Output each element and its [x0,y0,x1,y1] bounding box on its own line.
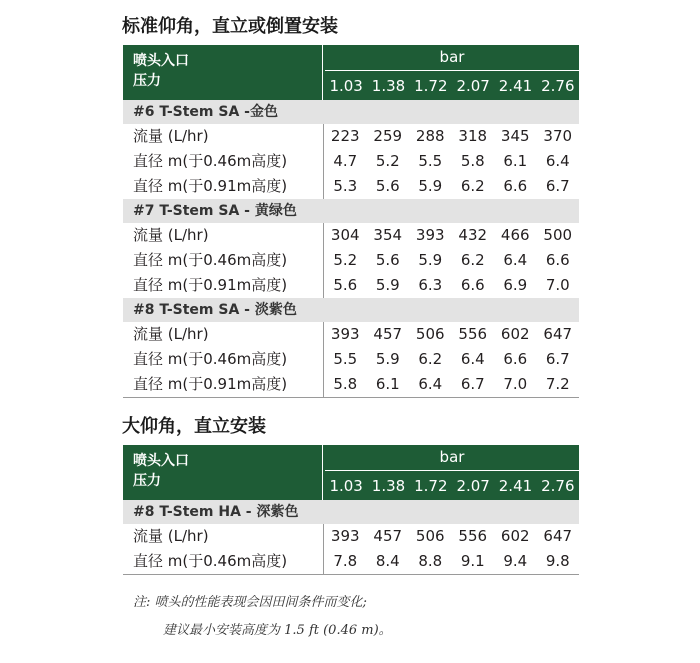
table-bottom-rule [123,397,579,398]
group-name: #6 T-Stem SA -金色 [133,104,278,120]
header-rule [325,70,579,71]
note-line-2: 建议最小安装高度为 1.5 ft (0.46 m)。 [163,623,392,638]
cell: 647 [543,325,573,343]
cell: 370 [543,127,573,145]
cell: 5.8 [333,375,358,393]
table-row [123,273,579,298]
group-name: #8 T-Stem SA - 淡紫色 [133,302,297,318]
cell: 393 [415,226,445,244]
cell: 5.6 [375,177,400,195]
table-high-angle [123,445,579,575]
cell: 556 [458,325,488,343]
cell: 6.6 [545,251,570,269]
cell: 5.9 [418,177,443,195]
pressure-value: 2.07 [456,477,490,495]
cell: 5.5 [418,152,443,170]
header-label [133,451,189,491]
cell: 6.2 [460,177,485,195]
cell: 7.8 [333,552,358,570]
table-row [123,149,579,174]
table-header [123,445,579,500]
row-label: 流量 (L/hr) [133,127,209,145]
cell: 506 [415,527,445,545]
cell: 432 [458,226,488,244]
pressure-value: 1.72 [414,477,448,495]
group-row [123,298,579,322]
cell: 6.2 [460,251,485,269]
group-name: #8 T-Stem HA - 深紫色 [133,504,299,520]
note-line-1: 注: 喷头的性能表现会因田间条件而变化; [133,595,367,610]
cell: 393 [330,325,360,343]
group-row [123,199,579,223]
cell: 500 [543,226,573,244]
header-divider [322,445,323,500]
cell: 5.6 [333,276,358,294]
header-label-line2: 压力 [133,473,161,489]
cell: 8.4 [375,552,400,570]
cell: 5.5 [333,350,358,368]
row-label: 直径 m(于0.91m高度) [133,177,288,195]
row-label: 直径 m(于0.46m高度) [133,552,288,570]
table-header [123,45,579,100]
table-row [123,248,579,273]
row-label: 流量 (L/hr) [133,527,209,545]
cell: 8.8 [418,552,443,570]
cell: 602 [500,527,530,545]
header-label-line1: 喷头入口 [133,453,189,469]
header-rule [325,470,579,471]
row-label: 流量 (L/hr) [133,325,209,343]
header-label-line1: 喷头入口 [133,53,189,69]
pressure-value: 1.38 [371,477,406,495]
pressure-value: 2.41 [498,477,533,495]
cell: 6.9 [503,276,528,294]
cell: 4.7 [333,152,358,170]
cell: 9.4 [503,552,528,570]
cell: 5.6 [375,251,400,269]
header-label-line2: 压力 [133,73,161,89]
row-label: 直径 m(于0.91m高度) [133,276,288,294]
cell: 6.6 [503,177,528,195]
cell: 6.7 [545,350,570,368]
cell: 5.2 [375,152,400,170]
cell: 6.1 [503,152,528,170]
table-row [123,322,579,347]
cell: 304 [330,226,360,244]
unit-label: bar [439,448,465,466]
cell: 6.6 [503,350,528,368]
pressure-value: 2.76 [541,77,575,95]
cell: 288 [415,127,445,145]
cell: 6.4 [545,152,570,170]
cell: 9.8 [545,552,570,570]
header-divider [322,45,323,100]
table-bottom-rule [123,574,579,575]
group-row [123,500,579,524]
cell: 647 [543,527,573,545]
cell: 556 [458,527,488,545]
table-row [123,549,579,574]
cell: 7.2 [545,375,570,393]
row-label: 直径 m(于0.46m高度) [133,251,288,269]
cell: 602 [500,325,530,343]
cell: 506 [415,325,445,343]
cell: 5.8 [460,152,485,170]
cell: 5.9 [375,276,400,294]
cell: 7.0 [545,276,570,294]
group-name: #7 T-Stem SA - 黄绿色 [133,203,297,219]
pressure-value: 2.41 [498,77,533,95]
pressure-value: 1.72 [414,77,448,95]
header-label [133,51,189,91]
row-label: 流量 (L/hr) [133,226,209,244]
pressure-values [325,72,579,100]
pressure-value: 2.07 [456,77,490,95]
cell: 6.2 [418,350,443,368]
cell: 5.3 [333,177,358,195]
cell: 6.6 [460,276,485,294]
cell: 354 [373,226,403,244]
pressure-value: 1.03 [329,77,363,95]
cell: 393 [330,527,360,545]
cell: 259 [373,127,403,145]
row-label: 直径 m(于0.46m高度) [133,152,288,170]
table-row [123,223,579,248]
cell: 457 [373,325,403,343]
pressure-value: 2.76 [541,477,575,495]
table-row [123,124,579,149]
cell: 318 [458,127,488,145]
cell: 5.2 [333,251,358,269]
cell: 6.7 [460,375,485,393]
cell: 6.3 [418,276,443,294]
cell: 6.7 [545,177,570,195]
cell: 9.1 [460,552,485,570]
cell: 466 [500,226,530,244]
table-standard-angle [123,45,579,398]
pressure-value: 1.38 [371,77,406,95]
pressure-values [325,472,579,500]
pressure-value: 1.03 [329,477,363,495]
cell: 345 [500,127,530,145]
cell: 5.9 [375,350,400,368]
table-row [123,524,579,549]
row-label: 直径 m(于0.91m高度) [133,375,288,393]
table-row [123,372,579,397]
cell: 5.9 [418,251,443,269]
cell: 223 [330,127,360,145]
cell: 7.0 [503,375,528,393]
table-row [123,174,579,199]
section1-title: 标准仰角，直立或倒置安装 [122,16,338,37]
section2-title: 大仰角，直立安装 [122,416,266,437]
cell: 6.4 [460,350,485,368]
cell: 6.4 [418,375,443,393]
cell: 6.1 [375,375,400,393]
group-row [123,100,579,124]
table-row [123,347,579,372]
cell: 457 [373,527,403,545]
row-label: 直径 m(于0.46m高度) [133,350,288,368]
unit-label: bar [439,48,465,66]
cell: 6.4 [503,251,528,269]
